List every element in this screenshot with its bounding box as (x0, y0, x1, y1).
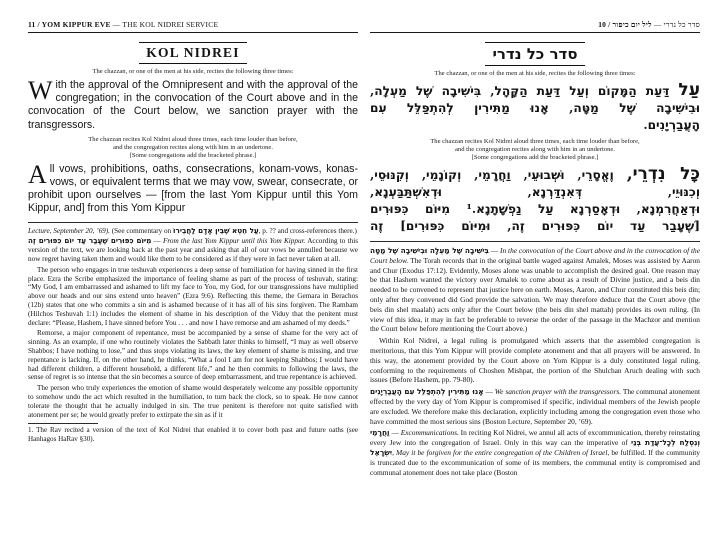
hebrew-phrase: עַל חֵטְא שֶׁבֵּין אָדָם לַחֲבֵירוֹ (173, 225, 259, 235)
commentary-paragraph: מִיּוֹם כִּפּוּרִים שֶׁעָבַר עַד יוֹם כִּפּוּרִים זֶה — From the last Yom Kippur until this Yom Kippur. According to this version of the text, we are looking back at the past year and asking that all of our vows be annulled because we now regret having taken them and would like them to be considered as if they were in fact never taken at all. (28, 236, 359, 264)
footnote: 1. The Rav recited a version of the text of Kol Nidrei that enabled it to cover both past and future oaths (see Hanhagos HaRav §30). (28, 426, 358, 444)
left-title-wrap (28, 42, 358, 64)
hebrew-line: וּבִישִׁיבָה שֶׁל מַטָּה, אָנוּ מַתִּירִין לְהִתְפַּלֵּל עִם (370, 101, 700, 115)
hebrew-liturgy-paragraph-2 (370, 166, 700, 235)
hebrew-line: כָּל נִדְרֵי, וֶאֱסָרֵי, וּשְׁבוּעֵי, וַחֲרָמֵי, וְקוֹנָמֵי, וְקִנּוּסֵי, (370, 164, 700, 184)
right-service-name: סדר כל נדרי (663, 20, 700, 29)
hebrew-phrase: וְנִסְלַח לְכָל־עֲדַת בְּנֵי יִשְׂרָאֵל (370, 438, 700, 457)
opening-word: עַל (678, 80, 700, 100)
left-service-name: — THE KOL NIDREI SERVICE (110, 20, 219, 29)
instruction-top-right: The chazzan, or one of the men at his side, recites the following three times: (434, 70, 636, 77)
commentary-paragraph: Within Kol Nidrei, a legal ruling is promulgated which asserts that the assembled congregation is meritorious, that this Yom Kippur will provide complete atonement and that all prayers will be answered. In this way, the atonement provided by the Court above on Yom Kippur is a duly constituted legal ruling, conforming to the requirements of Choshen Mishpat, the portion of the Shulchan Aruch dealing with such issues (Before Hashem, pp. 79-80). (370, 336, 700, 385)
page-title-kol-nidrei: KOL NIDREI (139, 42, 246, 64)
hebrew-headword: בִּישִׁיבָה שֶׁל מַעְלָה וּבִישִׁיבָה שֶׁל מַטָּה (370, 246, 489, 255)
footnote-separator (28, 423, 98, 424)
liturgy-paragraph-2-en (28, 159, 358, 216)
commentary-paragraph: Remorse, a major component of repentance, must be accompanied by a sense of shame for the very act of sinning. As an example, if one who routinely violates the Sabbath later thinks to himself, “I may as well observe Shabbos; I have nothing to lose,” and thus stops violating its laws, the key element of shame is missing, and true repentance is lacking. If, on the other hand, he thinks, “What a fool I am for not keeping Shabbos; I would have had different children, a different household, a different life,” and he then commits to following the laws, the sense of regret is so intense that the sin becomes a source of deep embarrassment, and true repentance is achieved. (28, 329, 358, 382)
hebrew-line: וְכִנּוּיֵי, דְּאִנְדַּרְנָא, וּדְאִשְׁתַּבַּעְנָא, (370, 185, 700, 199)
dropcap-a: A (28, 159, 47, 189)
right-running-header: 10 / ליל יום כיפור — סדר כל נדרי (370, 20, 700, 33)
hebrew-liturgy-paragraph-1 (370, 82, 700, 134)
commentary-paragraph: The person who engages in true teshuvah experiences a deep sense of humiliation for having sinned in the first place. Ezra the Scribe emphasized the importance of feeling shame as part of the process of teshuvah, stating: “My God, I am embarrassed and ashamed to lift my face to You, my God, for our transgressions have multiplied above our heads and our sins extend unto heaven” (Ezra 9:6). Reflecting this theme, the Gemara in Berachos (12b) states that one who commits a sin and is ashamed because of it has all of his sins forgiven. The Rambam (Hilchos Teshuvah 1:1) includes the element of shame in his description of the Viduy that the penitent must declare: “Please, Hashem, I have sinned before You . . . and now I have remorse and am ashamed of my deeds.” (28, 265, 358, 327)
hebrew-headword: מִיּוֹם כִּפּוּרִים שֶׁעָבַר עַד יוֹם כִּפּוּרִים זֶה (28, 236, 152, 246)
opening-words: כָּל נִדְרֵי, (626, 164, 700, 184)
commentary-separator-right (370, 241, 700, 242)
commentary-paragraph: אָנוּ מַתִּירִין לְהִתְפַּלֵּל עִם הָעֲבַרְיָנִים — We sanction prayer with the transgressors. The communal atonement effected by the very day of Yom Kippur is compromised if specific, individual members of the Jewish people are excluded. We therefore make this declaration, explicitly including among the congregation even those who have committed the most serious sins (Boston Lecture, September 20, ’69). (370, 387, 701, 426)
right-page (370, 20, 700, 479)
liturgy-paragraph-1-en (28, 76, 358, 132)
hebrew-line: [שֶׁעָבַר עַד יוֹם כִּפּוּרִים זֶה, וּמִיּוֹם כִּפּוּרִים] זֶה (370, 219, 700, 233)
hebrew-line: וּדְאַחֲרִמְנָא, וּדְאָסַרְנָא עַל נַפְשָׁתָנָא.¹ מִיּוֹם כִּפּוּרִים (370, 202, 701, 216)
page-title-seder-kol-nidrei: סדר כל נדרי (485, 42, 584, 66)
right-title-wrap (370, 42, 700, 66)
hebrew-headword: אָנוּ מַתִּירִין לְהִתְפַּלֵּל עִם הָעֲבַרְיָנִים (370, 387, 484, 397)
left-page-number-and-section: 11 / YOM KIPPUR EVE (28, 20, 111, 29)
instruction-top-left: The chazzan, or one of the men at his side, recites the following three times: (92, 68, 294, 75)
left-page (28, 20, 358, 444)
dropcap-w: W (28, 76, 53, 105)
hebrew-line: הָעֲבַרְיָנִים. (643, 118, 700, 132)
commentary-right (370, 246, 700, 477)
liturgy-2-text: ll vows, prohibitions, oaths, consecrations, konam-vows, konas-vows, or equivalent terms that we may vow, swear, consecrate, or prohibit upon ourselves — [from the last Yom Kippur until this Yom Kippur, and] from this Yom Kippur (28, 162, 358, 215)
hebrew-headword: וַחֲרָמֵי (370, 428, 390, 438)
hebrew-line: עַל דַּעַת הַמָּקוֹם וְעַל דַּעַת הַקָּהָל, בִּישִׁיבָה שֶׁל מַעְלָה, (370, 80, 700, 100)
commentary-paragraph: בִּישִׁיבָה שֶׁל מַעְלָה וּבִישִׁיבָה שֶׁל מַטָּה — In the convocation of the Court above and in the convocation of the Court below. The Torah records that in the original battle waged against Amalek, Moses was assisted by Aaron and Chur (Exodus 17:12). Evidently, Moses alone was unable to accomplish the desired goal. One reason may be that Hashem wanted the victory over Amalek to come about as a result of Divine justice, and a beis din needed to be convened to represent that justice here on earth. Moses, Aaron, and Chur constituted this beis din; only after they convened did God provide the salvation. We may therefore deduce that the Court above (the beis din shel maalah) acts only after the Court below (the beis din shel mattah) provides its own ruling. (In view of this idea, it may in fact be preferable to reverse the order of the passage in the Machzor and mention the Court below before mentioning the Court above.) (370, 246, 701, 334)
commentary-paragraph: The person who truly experiences the emotion of shame would desperately welcome any possible opportunity to somehow undo the act which resulted in the humiliation, to turn back the clock, so to speak. He now cannot tolerate the thought that he actually indulged in sin. The true penitent is therefore not quite satisfied with atonement per se; he would greatly prefer to extirpate the sin as if it (28, 384, 358, 419)
liturgy-1-text: ith the approval of the Omnipresent and with the approval of the congregation; in the convocation of the Court above and in the convocation of the Court below, we sanction prayer with the transgressors. (28, 79, 358, 131)
instruction-mid-right: The chazzan recites Kol Nidrei aloud three times, each time louder than before, and the congregation recites along with him in an undertone. [Some congregations add the bracketed phrase.] (430, 138, 640, 161)
commentary-paragraph: Lecture, September 20, ’69). (See commentary on עַל חֵטְא שֶׁבֵּין אָדָם לַחֲבֵירוֹ, p. ?? and cross-references there.) (28, 225, 357, 235)
instruction-mid-left: The chazzan recites Kol Nidrei aloud three times, each time louder than before, and the congregation recites along with him in an undertone. [Some congregations add the bracketed phrase.] (88, 135, 298, 159)
right-section-name: ליל יום כיפור (612, 20, 652, 29)
right-page-number: 10 / (598, 20, 613, 29)
commentary-left (28, 227, 358, 420)
left-running-header (28, 20, 358, 33)
commentary-separator-left (28, 222, 358, 223)
commentary-paragraph: וַחֲרָמֵי — Excommunications. In reciting Kol Nidrei, we annul all acts of excommunication, thereby reinstating every Jew into the congregation of Israel. Only in this way can the imperative of וְנִסְלַח לְכָל־עֲדַת בְּנֵי יִשְׂרָאֵל, May it be forgiven for the entire congregation of the Children of Israel, be fulfilled. If the community is truncated due to the excommunication of some of its members, the communal entity is compromised and communal atonement does not take place (Boston (370, 428, 700, 477)
